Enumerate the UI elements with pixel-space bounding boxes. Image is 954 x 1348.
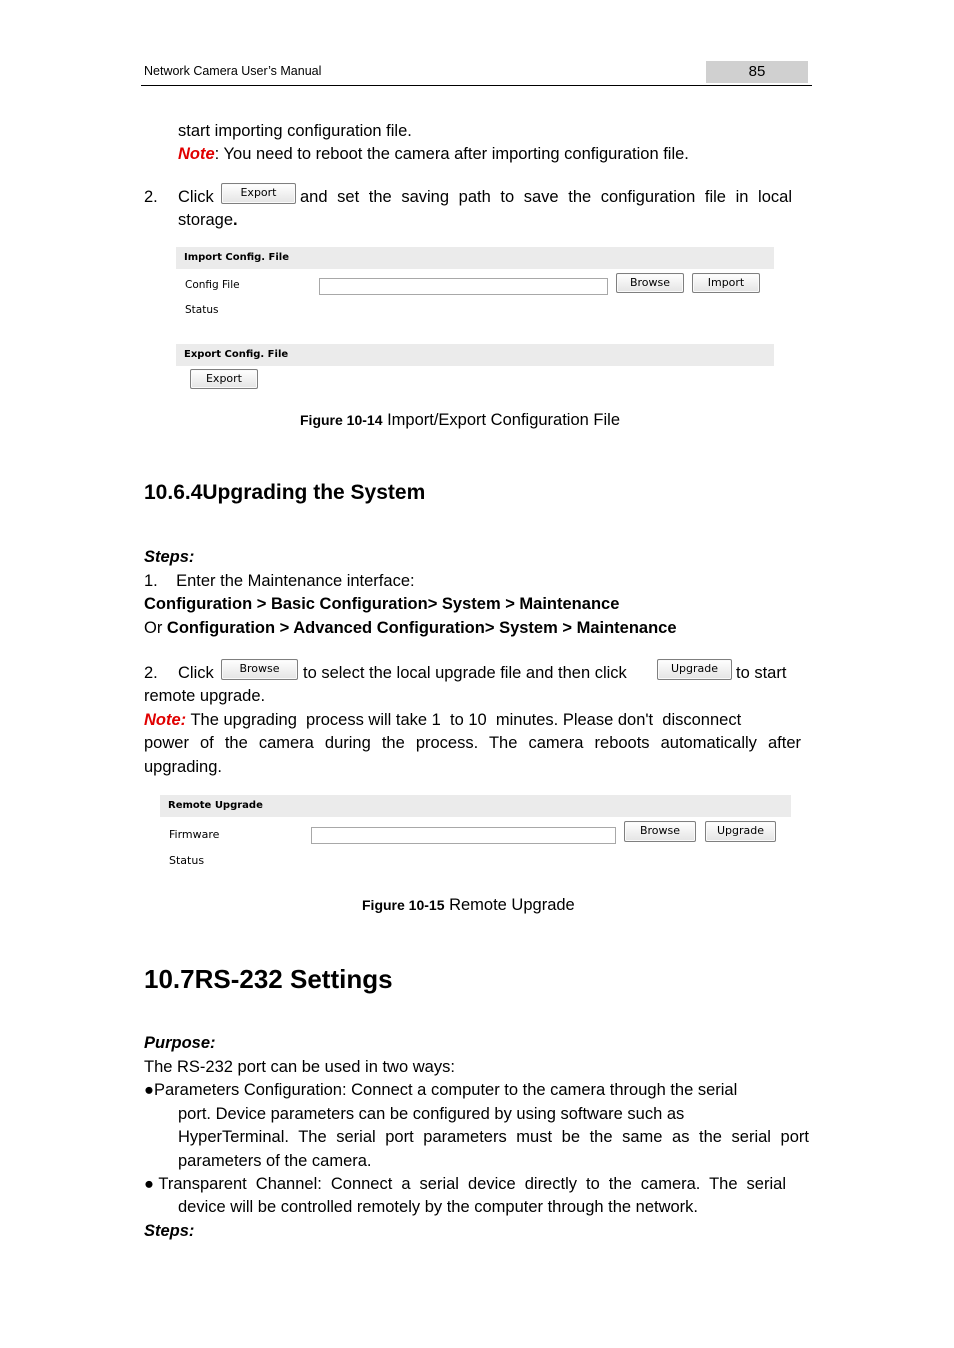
upgrade-note-line-2: power of the camera during the process. The camera reboots automatically after [144,734,801,752]
storage-period: . [233,211,238,229]
export-step-text-cont [178,209,238,232]
steps-label: Steps: [144,1222,195,1240]
import-note [178,143,689,166]
section-number: 10.6.4 [144,481,203,504]
storage-word: storage [178,211,234,229]
upgrade-step-text: to select the local upgrade file and then click [303,664,627,682]
figure-10-14-caption [300,411,620,430]
export-button-inline[interactable]: Export [221,183,296,204]
remote-upgrade-header: Remote Upgrade [160,795,791,817]
export-config-header: Export Config. File [176,344,774,366]
import-status-label: Status [185,304,219,316]
bullet-transparent-channel: ●Transparent Channel: Connect a serial device directly to the camera. The serial [144,1175,786,1193]
bullet-transparent-channel-cont: device will be controlled remotely by the computer through the network. [178,1198,699,1216]
step-click-text: Click [178,188,214,206]
rs232-intro: The RS-232 port can be used in two ways: [144,1058,455,1076]
config-file-label: Config File [185,279,240,291]
config-file-field[interactable] [319,278,608,295]
upgrade-status-label: Status [169,854,205,867]
bullet-parameters-config-cont: HyperTerminal. The serial port parameters must be the same as the serial port [178,1128,809,1146]
header-divider [141,85,812,86]
step-number: 2. [144,664,158,682]
figure-caption-text: Import/Export Configuration File [382,411,621,429]
step-click-text: Click [178,664,214,682]
upgrade-note-line-3: upgrading. [144,758,222,776]
section-heading-10-7 [144,964,393,995]
upgrade-step-text-cont: remote upgrade. [144,687,266,705]
note-text: : You need to reboot the camera after importing configuration file. [214,145,689,163]
figure-10-15-caption [362,896,575,915]
upgrade-note-line-1 [144,709,741,732]
config-browse-button[interactable]: Browse [616,273,684,293]
section-heading-10-6-4 [144,481,425,505]
document-header-title: Network Camera User’s Manual [144,64,322,78]
steps-label: Steps: [144,548,195,566]
upgrade-step-1: 1. Enter the Maintenance interface: [144,572,415,590]
firmware-upgrade-button[interactable]: Upgrade [705,821,776,842]
import-export-config-panel [176,247,774,392]
note-label: Note: [144,711,187,729]
browse-button-inline[interactable]: Browse [221,659,298,680]
figure-label: Figure 10-14 [300,412,383,428]
upgrade-step-text-end: to start [736,664,787,682]
section-number: 10.7 [144,964,195,994]
config-import-button[interactable]: Import [692,273,760,293]
purpose-label: Purpose: [144,1034,216,1052]
note-text: The upgrading process will take 1 to 10 minutes. Please don't disconnect [186,711,742,729]
export-step-text: and set the saving path to save the configuration file in local [300,188,792,206]
or-text: Or [144,619,167,637]
page-number: 85 [706,61,808,83]
bullet-parameters-config-cont: port. Device parameters can be configured by using software such as [178,1105,685,1123]
menu-path-advanced-line [144,617,677,640]
upgrade-button-inline[interactable]: Upgrade [657,659,732,680]
firmware-browse-button[interactable]: Browse [624,821,696,842]
step-number: 2. [144,188,158,206]
config-export-button[interactable]: Export [190,369,258,389]
bullet-parameters-config-cont: parameters of the camera. [178,1152,372,1170]
firmware-label: Firmware [169,828,220,841]
bullet-parameters-config: ●Parameters Configuration: Connect a computer to the camera through the serial [144,1081,738,1099]
section-title: Upgrading the System [202,481,426,504]
menu-path-basic: Configuration > Basic Configuration> System > Maintenance [144,595,620,613]
import-continuation-text: start importing configuration file. [178,122,412,140]
note-label: Note [178,145,215,163]
figure-label: Figure 10-15 [362,897,445,913]
section-title: RS-232 Settings [194,964,393,994]
remote-upgrade-panel [160,795,791,875]
import-config-header: Import Config. File [176,247,774,269]
figure-caption-text: Remote Upgrade [444,896,575,914]
menu-path-advanced: Configuration > Advanced Configuration> System > Maintenance [166,619,677,637]
firmware-field[interactable] [311,827,616,844]
